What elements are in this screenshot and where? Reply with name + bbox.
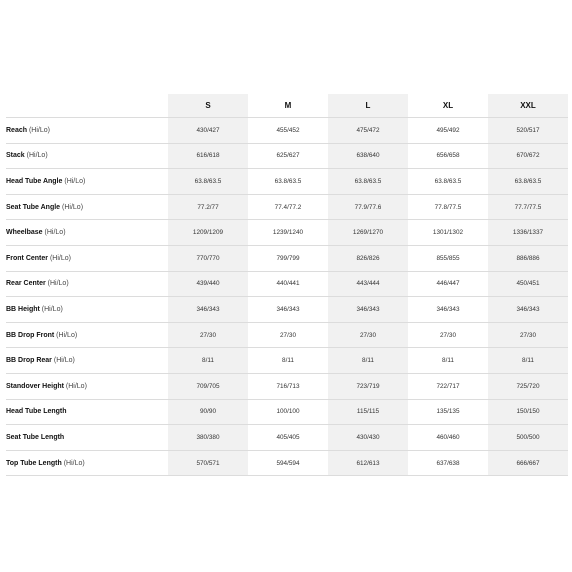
row-label-suffix: (Hi/Lo) [44,229,66,237]
value-cell: 27/30 [408,322,488,348]
row-label [6,373,168,399]
value-cell: 500/500 [488,425,568,451]
row-label-name: Standover Height [6,382,64,390]
value-cell: 475/472 [328,118,408,144]
value-cell: 77.8/77.5 [408,194,488,220]
value-cell: 135/135 [408,399,488,425]
value-cell: 346/343 [488,297,568,323]
value-cell: 594/594 [248,450,328,476]
value-cell: 638/640 [328,143,408,169]
value-cell: 430/427 [168,118,248,144]
row-label-suffix: (Hi/Lo) [62,203,84,211]
row-label [6,220,168,246]
value-cell: 77.2/77 [168,194,248,220]
row-label [6,297,168,323]
value-cell: 63.8/63.5 [248,169,328,195]
value-cell: 826/826 [328,245,408,271]
header-row [6,94,568,118]
value-cell: 63.8/63.5 [328,169,408,195]
value-cell: 716/713 [248,373,328,399]
row-label-suffix: (Hi/Lo) [47,280,69,288]
value-cell: 446/447 [408,271,488,297]
row-label [6,322,168,348]
value-cell: 722/717 [408,373,488,399]
table-row [6,373,568,399]
value-cell: 8/11 [328,348,408,374]
row-label-name: Seat Tube Angle [6,203,61,211]
value-cell: 8/11 [408,348,488,374]
table-row [6,425,568,451]
value-cell: 27/30 [168,322,248,348]
row-label [6,348,168,374]
row-label-suffix: (Hi/Lo) [28,126,50,134]
value-cell: 455/452 [248,118,328,144]
value-cell: 63.8/63.5 [488,169,568,195]
row-label-suffix: (Hi/Lo) [49,254,71,262]
value-cell: 637/638 [408,450,488,476]
value-cell: 1269/1270 [328,220,408,246]
value-cell: 725/720 [488,373,568,399]
value-cell: 27/30 [248,322,328,348]
row-label-name: BB Drop Front [6,331,55,339]
size-header-m: M [248,94,328,118]
value-cell: 346/343 [408,297,488,323]
row-label-name: Front Center [6,254,48,262]
value-cell: 1209/1209 [168,220,248,246]
value-cell: 799/799 [248,245,328,271]
row-label [6,118,168,144]
value-cell: 1301/1302 [408,220,488,246]
value-cell: 150/150 [488,399,568,425]
row-label-name: Rear Center [6,280,46,288]
size-header-xl: XL [408,94,488,118]
value-cell: 77.4/77.2 [248,194,328,220]
value-cell: 8/11 [168,348,248,374]
value-cell: 77.9/77.6 [328,194,408,220]
size-header-l: L [328,94,408,118]
header-corner-cell [6,94,168,118]
value-cell: 430/430 [328,425,408,451]
value-cell: 100/100 [248,399,328,425]
value-cell: 8/11 [248,348,328,374]
row-label-name: Seat Tube Length [6,433,65,441]
table-row [6,118,568,144]
row-label-name: BB Height [6,305,40,313]
value-cell: 77.7/77.5 [488,194,568,220]
table-row [6,143,568,169]
size-header-xxl: XXL [488,94,568,118]
value-cell: 855/855 [408,245,488,271]
value-cell: 63.8/63.5 [408,169,488,195]
value-cell: 625/627 [248,143,328,169]
row-label-suffix: (Hi/Lo) [65,382,87,390]
value-cell: 495/492 [408,118,488,144]
value-cell: 460/460 [408,425,488,451]
value-cell: 115/115 [328,399,408,425]
row-label [6,271,168,297]
row-label-suffix: (Hi/Lo) [53,357,75,365]
row-label-suffix: (Hi/Lo) [26,152,48,160]
geometry-table-header [6,94,568,118]
row-label [6,143,168,169]
value-cell: 770/770 [168,245,248,271]
row-label-name: BB Drop Rear [6,357,52,365]
value-cell: 656/658 [408,143,488,169]
value-cell: 439/440 [168,271,248,297]
row-label-suffix: (Hi/Lo) [63,459,85,467]
value-cell: 520/517 [488,118,568,144]
row-label [6,169,168,195]
value-cell: 346/343 [248,297,328,323]
row-label-name: Head Tube Length [6,408,67,416]
value-cell: 443/444 [328,271,408,297]
table-row [6,194,568,220]
row-label-name: Reach [6,126,28,134]
value-cell: 90/90 [168,399,248,425]
geometry-table [6,94,568,476]
value-cell: 612/613 [328,450,408,476]
value-cell: 450/451 [488,271,568,297]
row-label-name: Top Tube Length [6,459,62,467]
table-row [6,271,568,297]
table-row [6,297,568,323]
value-cell: 405/405 [248,425,328,451]
value-cell: 670/672 [488,143,568,169]
size-header-s: S [168,94,248,118]
row-label-name: Wheelbase [6,229,43,237]
row-label-suffix: (Hi/Lo) [56,331,78,339]
value-cell: 380/380 [168,425,248,451]
row-label-suffix: (Hi/Lo) [41,305,63,313]
row-label-name: Stack [6,152,25,160]
value-cell: 616/618 [168,143,248,169]
geometry-table-body [6,118,568,476]
value-cell: 1336/1337 [488,220,568,246]
row-label [6,425,168,451]
value-cell: 63.8/63.5 [168,169,248,195]
value-cell: 440/441 [248,271,328,297]
row-label [6,399,168,425]
row-label-suffix: (Hi/Lo) [64,177,86,185]
row-label [6,245,168,271]
value-cell: 666/667 [488,450,568,476]
table-row [6,450,568,476]
value-cell: 709/705 [168,373,248,399]
value-cell: 27/30 [328,322,408,348]
table-row [6,245,568,271]
table-row [6,220,568,246]
value-cell: 27/30 [488,322,568,348]
table-row [6,169,568,195]
table-row [6,322,568,348]
row-label [6,450,168,476]
value-cell: 346/343 [328,297,408,323]
row-label-name: Head Tube Angle [6,177,63,185]
table-row [6,348,568,374]
value-cell: 570/571 [168,450,248,476]
value-cell: 886/886 [488,245,568,271]
row-label [6,194,168,220]
value-cell: 1239/1240 [248,220,328,246]
table-row [6,399,568,425]
value-cell: 8/11 [488,348,568,374]
value-cell: 723/719 [328,373,408,399]
value-cell: 346/343 [168,297,248,323]
